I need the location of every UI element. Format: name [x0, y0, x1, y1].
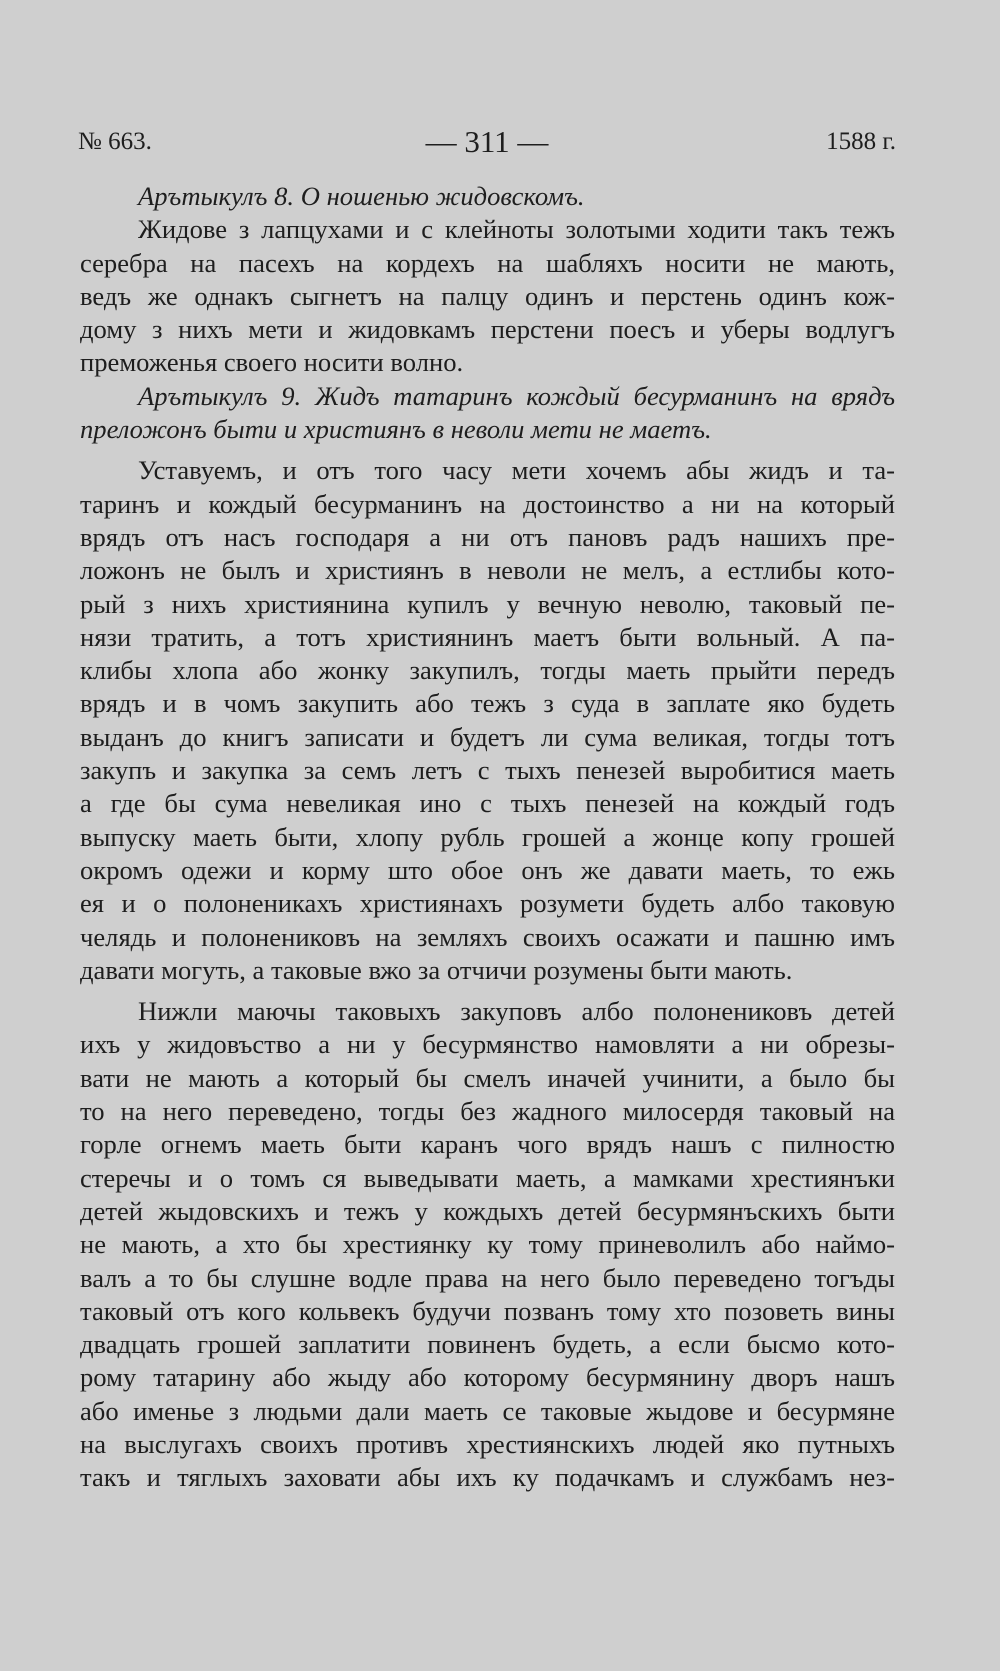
- text-line: нязи тратить, а тотъ християнинъ маетъ быти вольный. А па-: [80, 621, 895, 652]
- text-line: выданъ до книгъ записати и будетъ ли сума великая, тогды тотъ: [80, 721, 895, 752]
- text-line: окромъ одежи и корму што обое онъ же давати маеть, то ежь: [80, 854, 895, 885]
- text-line: то на него переведено, тогды без жадного милосердя таковый на: [80, 1096, 895, 1127]
- text-line: таковый отъ кого кольвекъ будучи позванъ тому хто позоветь вины: [80, 1295, 895, 1326]
- text-line: Уставуемъ, и отъ того часу мети хочемъ абы жидъ и та-: [138, 455, 895, 486]
- text-line: не мають, а хто бы хрестиянку ку тому приневолилъ або наймо-: [80, 1229, 895, 1260]
- text-line: врядъ отъ насъ господаря а ни отъ пановъ радъ нашихъ пре-: [80, 521, 895, 552]
- page-number: — 311 —: [425, 124, 549, 159]
- text-line: детей жыдовскихъ и тежъ у кождыхъ детей бесурмянъскихъ быти: [80, 1195, 895, 1226]
- text-line: Жидове з лапцухами и с клейноты золотыми ходити такъ тежъ: [138, 214, 895, 245]
- text-line: преможенья своего носити волно.: [80, 347, 464, 378]
- text-line: двадцать грошей заплатити повиненъ будеть, а если бысмо кото-: [80, 1329, 895, 1360]
- text-line: ея и о полоненикахъ християнахъ розумети будеть албо таковую: [80, 888, 895, 919]
- article-9-heading-cont: преложонъ быти и християнъ в неволи мети не маетъ.: [80, 414, 712, 445]
- text-line: выпуску маеть быти, хлопу рубль грошей а жонце копу грошей: [80, 821, 895, 852]
- text-line: стеречы и о томъ ся выведывати маеть, а мамками хрестиянъки: [80, 1162, 895, 1193]
- text-line: ложонъ не былъ и християнъ в неволи не мелъ, а естлибы кото-: [80, 555, 895, 586]
- text-line: ведъ же однакъ сыгнетъ на палцу одинъ и перстень одинъ кож-: [80, 280, 895, 311]
- text-line: або именье з людьми дали маеть се таковые жыдове и бесурмяне: [80, 1395, 895, 1426]
- text-line: дому з нихъ мети и жидовкамъ перстени поесъ и уберы водлугъ: [80, 314, 895, 345]
- text-line: давати могуть, а таковые вжо за отчичи розумены быти мають.: [80, 954, 793, 985]
- text-line: клибы хлопа або жонку закупилъ, тогды маеть прыйти передъ: [80, 655, 895, 686]
- text-line: ихъ у жидовъство а ни у бесурмянство намовляти а ни обрезы-: [80, 1029, 895, 1060]
- page-header: [78, 124, 896, 164]
- text-line: горле огнемъ маеть быти каранъ чого врядъ нашъ с пилностю: [80, 1129, 895, 1160]
- article-8-heading: Арътыкулъ 8. О ношенью жидовскомъ.: [138, 181, 585, 211]
- text-line: рому татарину або жыду або которому бесурмянину дворъ нашъ: [80, 1362, 895, 1393]
- text-line: на выслугахъ своихъ противъ хрестиянскихъ людей яко путныхъ: [80, 1428, 895, 1459]
- text-line: такъ и тяглыхъ заховати абы ихъ ку подачкамъ и службамъ нез-: [80, 1462, 895, 1493]
- text-line: челядь и полонениковъ на земляхъ своихъ осажати и пашню имъ: [80, 921, 895, 952]
- document-number: № 663.: [78, 128, 152, 155]
- text-line: закупъ и закупка за семъ летъ с тыхъ пенезей выробитися маеть: [80, 755, 895, 786]
- article-9-heading: Арътыкулъ 9. Жидъ татаринъ кождый бесурманинъ на врядъ: [138, 380, 895, 411]
- document-year: 1588 г.: [826, 128, 896, 155]
- text-line: валъ а то бы слушне водле права на него было переведено тогъды: [80, 1262, 895, 1293]
- text-line: серебра на пасехъ на кордехъ на шабляхъ носити не мають,: [80, 247, 895, 278]
- text-line: Нижли маючы таковыхъ закуповъ албо полонениковъ детей: [138, 996, 895, 1027]
- text-line: врядъ и в чомъ закупить або тежъ з суда в заплате яко будеть: [80, 688, 895, 719]
- body-text: [80, 180, 895, 1495]
- text-line: таринъ и кождый бесурманинъ на достоинство а ни на который: [80, 488, 895, 519]
- text-line: рый з нихъ християнина купилъ у вечную неволю, таковый пе-: [80, 588, 895, 619]
- text-line: а где бы сума невеликая ино с тыхъ пенезей на кождый годъ: [80, 788, 895, 819]
- text-line: вати не мають а который бы смелъ иначей учинити, а было бы: [80, 1062, 895, 1093]
